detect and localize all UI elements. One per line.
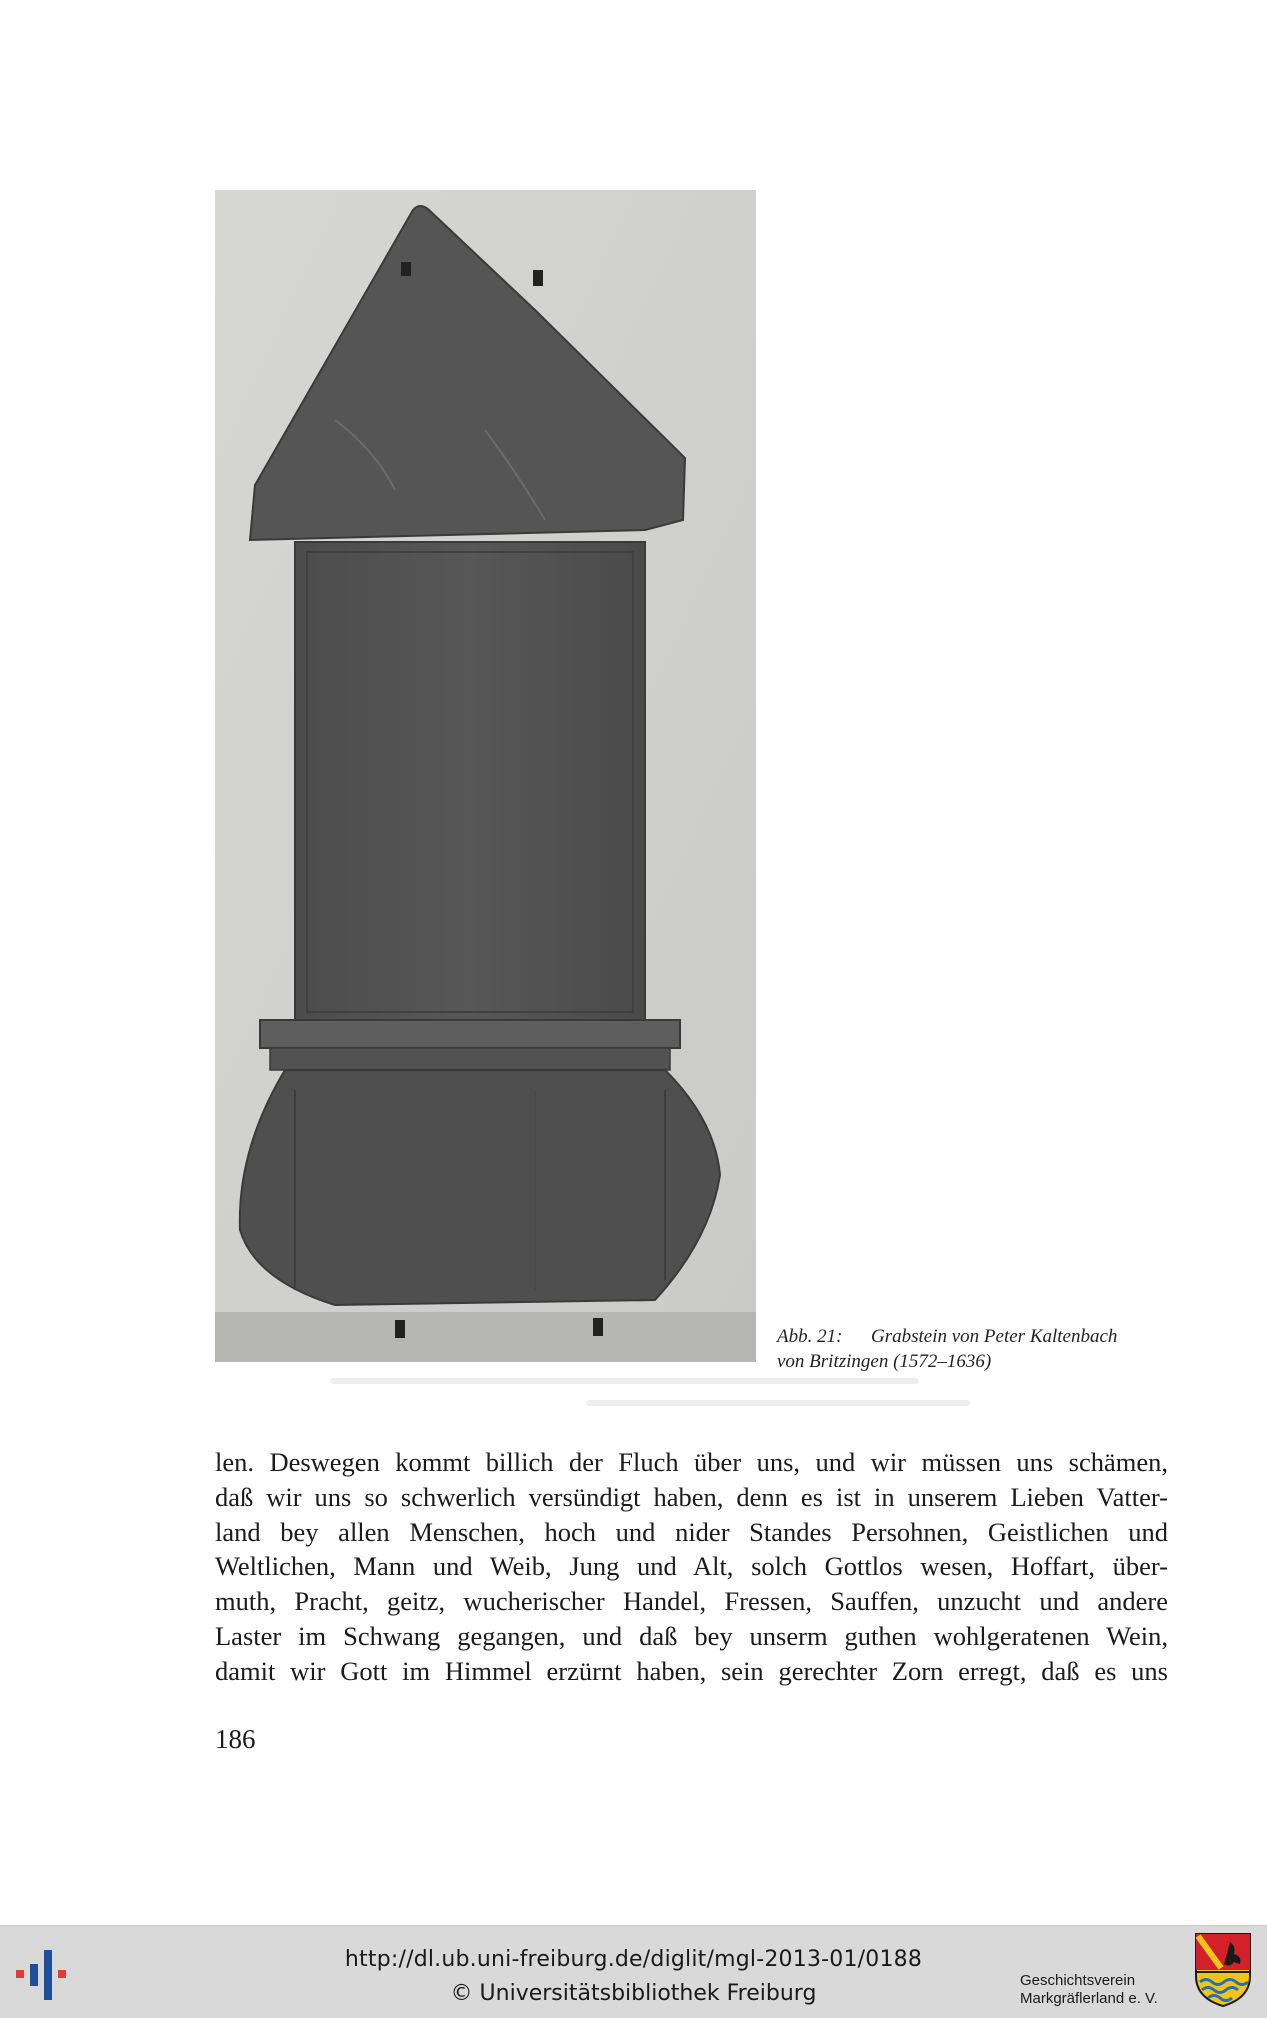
footer-bar — [0, 1925, 1267, 2018]
caption-title-line1: Grabstein von Peter Kaltenbach — [871, 1326, 1118, 1347]
text-line: daß wir uns so schwerlich versündigt haben, denn es ist in unserem Lieben Vatter- — [215, 1481, 1168, 1512]
caption-label: Abb. 21: — [777, 1326, 843, 1347]
society-line2: Markgräflerland e. V. — [1020, 1990, 1158, 2007]
gravestone-photo — [215, 190, 756, 1362]
society-name — [1020, 1972, 1158, 2008]
coat-of-arms-icon — [1194, 1932, 1252, 2008]
copyright-notice: © Universitätsbibliothek Freiburg — [450, 1981, 817, 2006]
show-through-shadow — [330, 1378, 970, 1438]
text-line: muth, Pracht, geitz, wucherischer Handel, Fressen, Sauffen, unzucht und andere — [215, 1586, 1168, 1617]
text-line: Weltlichen, Mann und Weib, Jung und Alt, solch Gottlos wesen, Hoffart, über- — [215, 1551, 1168, 1582]
text-line: land bey allen Menschen, hoch und nider Standes Persohnen, Geistlichen und — [215, 1516, 1168, 1547]
society-line1: Geschichtsverein — [1020, 1972, 1136, 1989]
caption-title-line2: von Britzingen (1572–1636) — [777, 1351, 992, 1372]
page-number: 186 — [215, 1724, 256, 1754]
text-line: Laster im Schwang gegangen, und daß bey unserm guthen wohlgeratenen Wein, — [215, 1620, 1168, 1651]
permalink-url[interactable]: http://dl.ub.uni-freiburg.de/diglit/mgl-2013-01/0188 — [344, 1947, 923, 1972]
figure-caption — [777, 1324, 1177, 1374]
text-line: damit wir Gott im Himmel erzürnt haben, sein gerechter Zorn erregt, daß es uns — [215, 1655, 1168, 1686]
gravestone-illustration — [215, 190, 756, 1362]
text-line: len. Deswegen kommt billich der Fluch über uns, und wir müssen uns schämen, — [215, 1447, 1168, 1477]
body-paragraph — [215, 1445, 1168, 1689]
